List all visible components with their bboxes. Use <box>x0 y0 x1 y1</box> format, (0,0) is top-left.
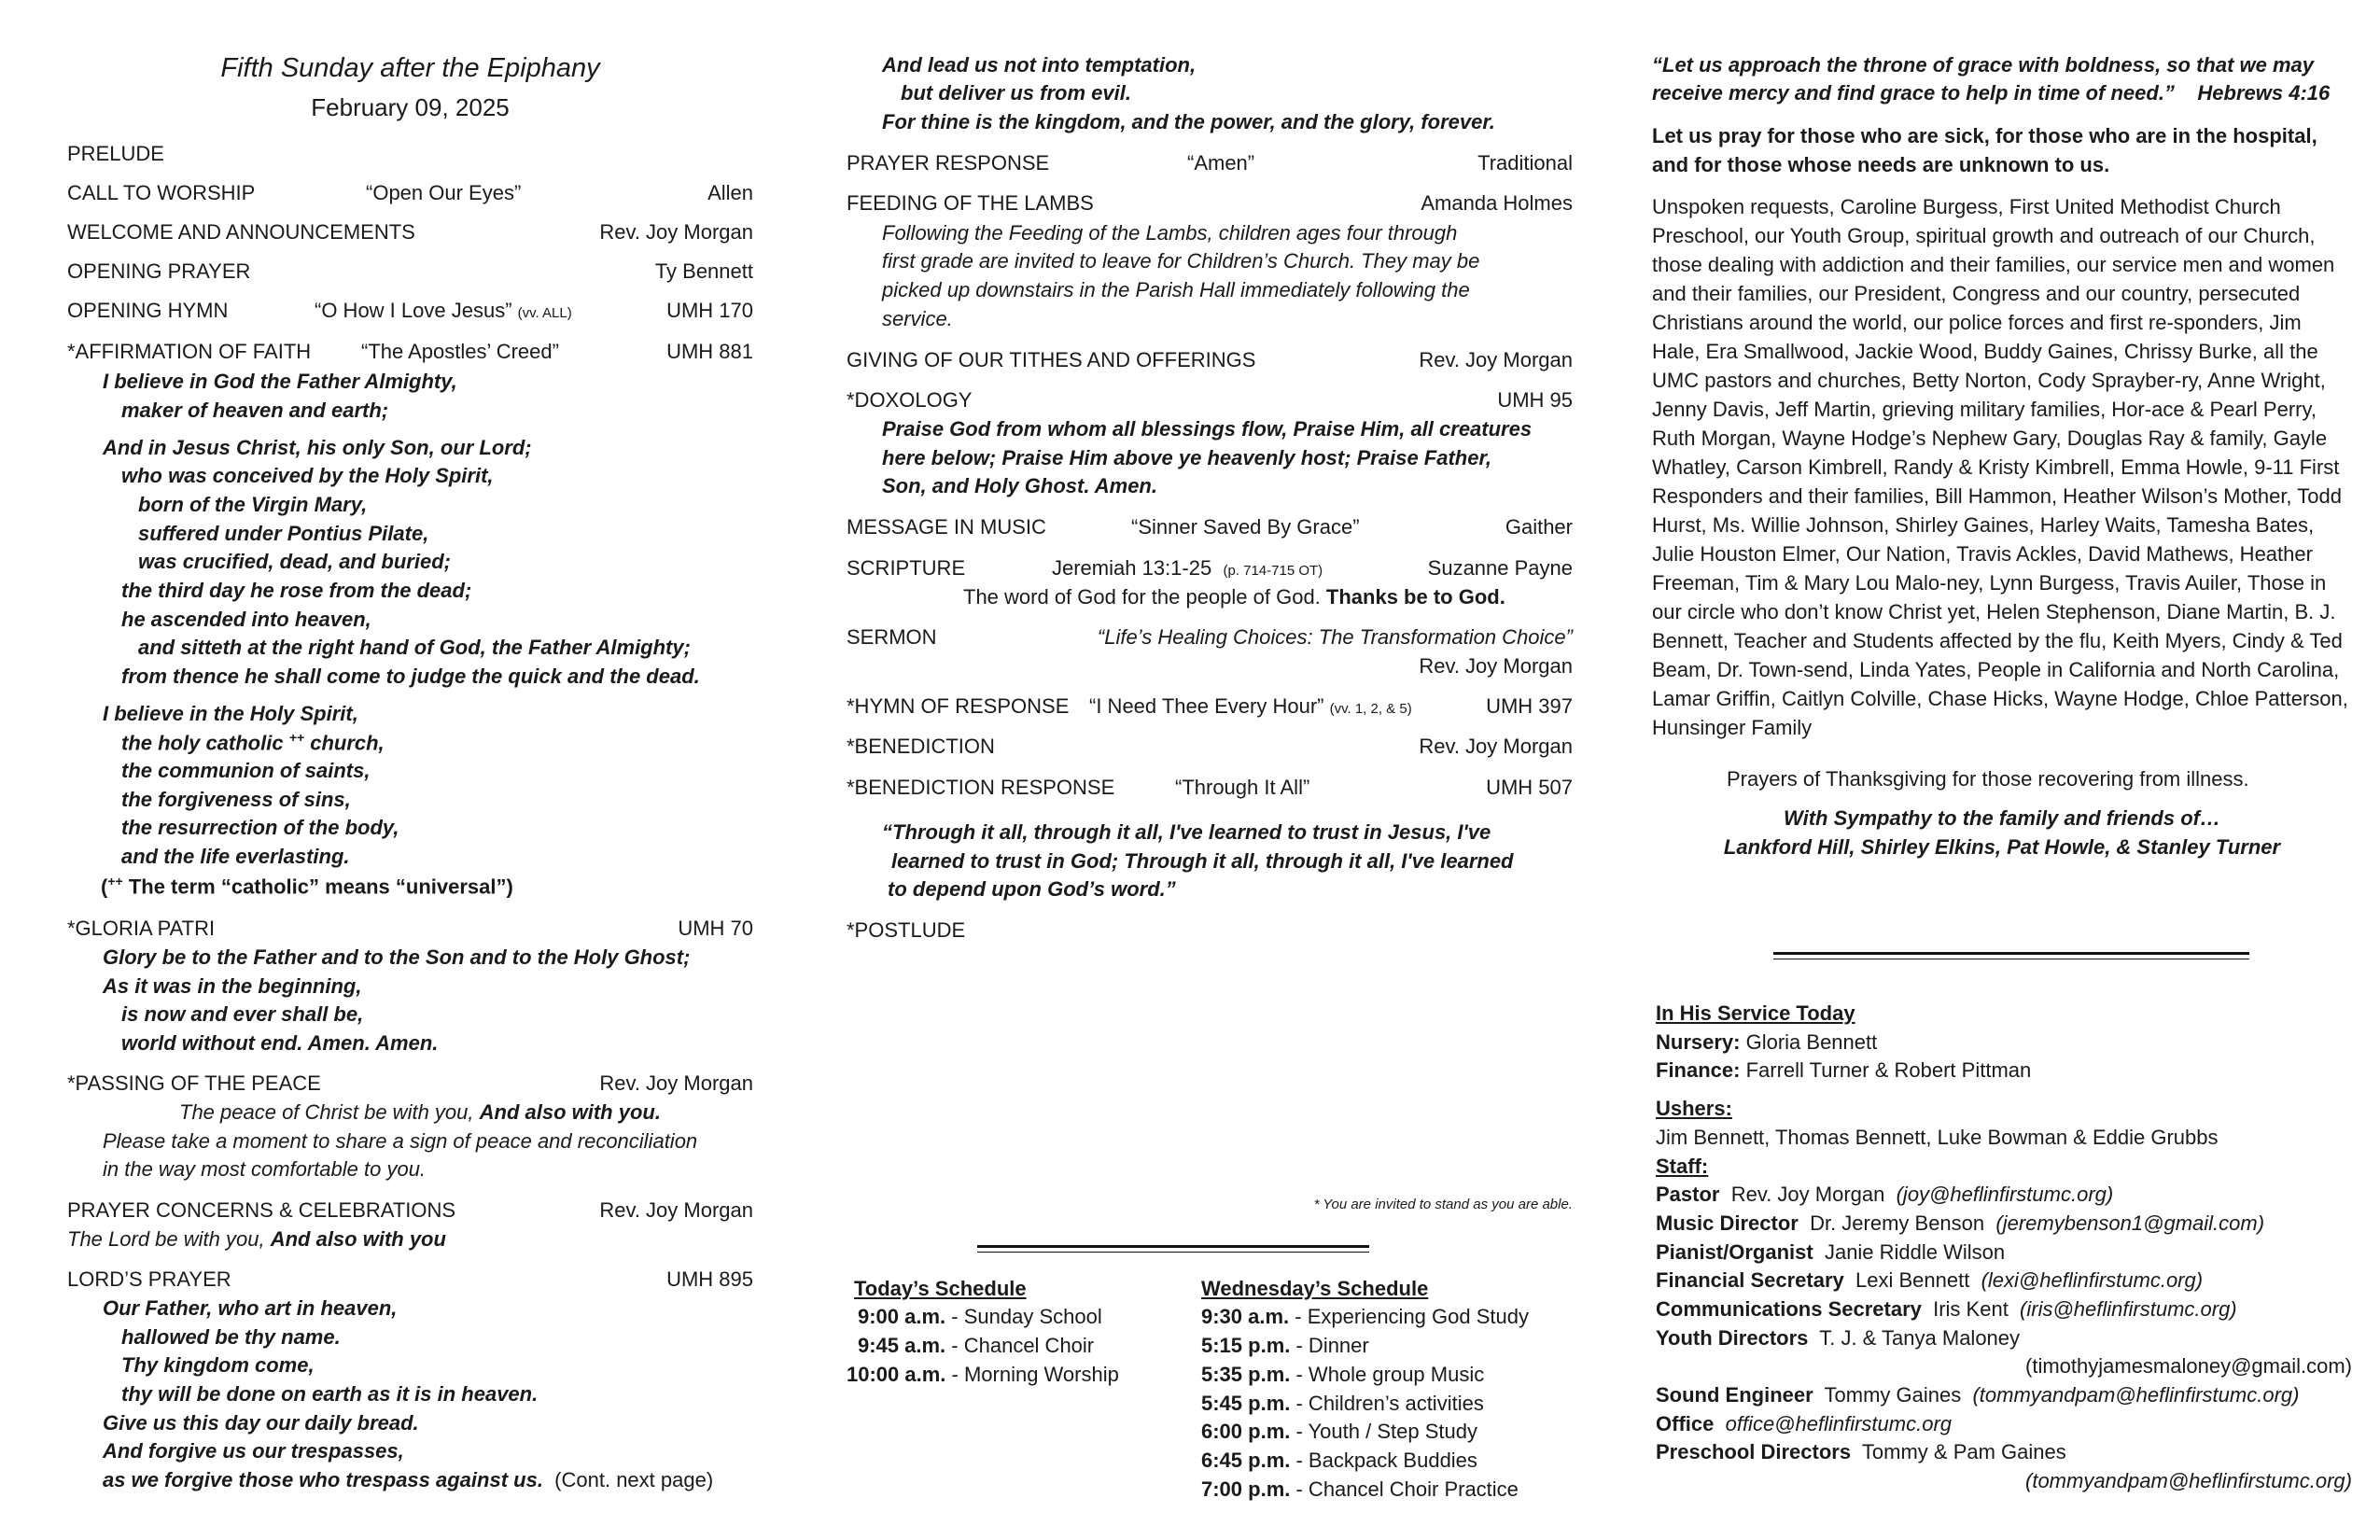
scripture-row: SCRIPTURE Jeremiah 13:1-25 (p. 714-715 OT) Suzanne Payne <box>847 556 1573 580</box>
gloria-patri-row: *GLORIA PATRI UMH 70 <box>67 917 753 940</box>
feeding-lambs-row: FEEDING OF THE LAMBS Amanda Holmes <box>847 191 1573 215</box>
welcome-row: WELCOME AND ANNOUNCEMENTS Rev. Joy Morgan <box>67 220 753 244</box>
divider <box>1773 952 2249 955</box>
prayer-response-row: PRAYER RESPONSE “Amen” Traditional <box>847 151 1573 175</box>
divider-thin <box>977 1252 1369 1253</box>
benediction-response-row: *BENEDICTION RESPONSE “Through It All” UMH 507 <box>847 776 1573 799</box>
scripture-response: The word of God for the people of God. Thanks be to God. <box>963 585 1505 609</box>
service-date: February 09, 2025 <box>311 93 510 121</box>
doxology-row: *DOXOLOGY UMH 95 <box>847 388 1573 412</box>
page-title: Fifth Sunday after the Epiphany <box>220 53 600 83</box>
thanksgiving: Prayers of Thanksgiving for those recovering from illness. <box>1727 767 2249 791</box>
peace-instruction-2: in the way most comfortable to you. <box>103 1157 427 1181</box>
scripture-verse: “Let us approach the throne of grace with boldness, so that we may <box>1652 53 2315 77</box>
sympathy-heading: With Sympathy to the family and friends of… <box>1784 806 2220 830</box>
prelude-row: PRELUDE <box>67 142 164 165</box>
peace-instruction: Please take a moment to share a sign of peace and reconciliation <box>103 1129 698 1153</box>
scripture-verse-2: receive mercy and find grace to help in time of need.” Hebrews 4:16 <box>1652 81 2331 105</box>
sermon-preacher: Rev. Joy Morgan <box>1419 654 1573 678</box>
stand-note: * You are invited to stand as you are able. <box>1313 1197 1573 1212</box>
creed-footnote: (++ The term “catholic” means “universal”) <box>101 874 513 899</box>
message-in-music-row: MESSAGE IN MUSIC “Sinner Saved By Grace” Gaither <box>847 515 1573 539</box>
continued-note: (Cont. next page) <box>554 1468 714 1491</box>
concerns-text: The Lord be with you, And also with you <box>67 1227 446 1251</box>
hymn-of-response-row: *HYMN OF RESPONSE “I Need Thee Every Hour” (vv. 1, 2, & 5) UMH 397 <box>847 694 1573 718</box>
prayer-concerns-row: PRAYER CONCERNS & CELEBRATIONS Rev. Joy Morgan <box>67 1198 753 1222</box>
benediction-row: *BENEDICTION Rev. Joy Morgan <box>847 735 1573 758</box>
sermon-row: SERMON “Life’s Healing Choices: The Transformation Choice” <box>847 625 1573 649</box>
sympathy-names: Lankford Hill, Shirley Elkins, Pat Howle, & Stanley Turner <box>1723 835 2281 859</box>
tithes-row: GIVING OF OUR TITHES AND OFFERINGS Rev. Joy Morgan <box>847 348 1573 371</box>
call-to-worship-row: CALL TO WORSHIP “Open Our Eyes” Allen <box>67 181 753 204</box>
postlude-row: *POSTLUDE <box>847 918 966 942</box>
opening-hymn-row: OPENING HYMN “O How I Love Jesus” (vv. ALL) UMH 170 <box>67 299 753 322</box>
lords-prayer-row: LORD’S PRAYER UMH 895 <box>67 1267 753 1291</box>
affirmation-row: *AFFIRMATION OF FAITH “The Apostles’ Creed” UMH 881 <box>67 340 753 363</box>
peace-text: The peace of Christ be with you, And also with you. <box>179 1100 661 1124</box>
opening-prayer-row: OPENING PRAYER Ty Bennett <box>67 259 753 283</box>
prayer-intro: Let us pray for those who are sick, for those who are in the hospital, and for those whose needs are unknown to us. <box>1652 124 2317 176</box>
prayer-requests: Unspoken requests, Caroline Burgess, First United Methodist Church Preschool, our Youth Group, spiritual growth and outreach of our Church, those dealing with addiction and their families, our service men and women and their families, our President, Congress and our country, persecuted Christians around the world, our police forces and first re-sponders, Jim Hale, Era Smallwood, Jackie Wood, Buddy Gaines, Chrissy Burke, all the UMC pastors and churches, Betty Norton, Cody Sprayber-ry, Anne Wright, Jenny Davis, Jeff Martin, grieving military families, Hor-ace & Pearl Perry, Ruth Morgan, Wayne Hodge’s Nephew Gary, Douglas Ray & family, Gayle Whatley, Carson Kimbrell, Randy & Kristy Kimbrell, Emma Howle, 9-11 First Responders and their families, Bill Hammon, Heather Wilson’s Mother, Todd Hurst, Ms. Willie Johnson, Shirley Gaines, Harley Waits, Tamesha Bates, Julie Houston Elmer, Our Nation, Travis Ackles, David Mathews, Heather Freeman, Tim & Mary Lou Malo-ney, Lynn Burgess, Travis Auiler, Those in our circle who don’t know Christ yet, Helen Stephenson, Diane Martin, B. J. Bennett, Teacher and Students affected by the flu, Keith Myers, Cindy & Ted Beam, Dr. Town-send, Linda Yates, People in California and North Carolina, Lamar Griffin, Caitlyn Colville, Chase Hicks, Wayne Hodge, Chloe Patterson, Hunsinger Family <box>1652 195 2348 739</box>
divider <box>977 1245 1369 1248</box>
passing-of-peace-row: *PASSING OF THE PEACE Rev. Joy Morgan <box>67 1071 753 1095</box>
